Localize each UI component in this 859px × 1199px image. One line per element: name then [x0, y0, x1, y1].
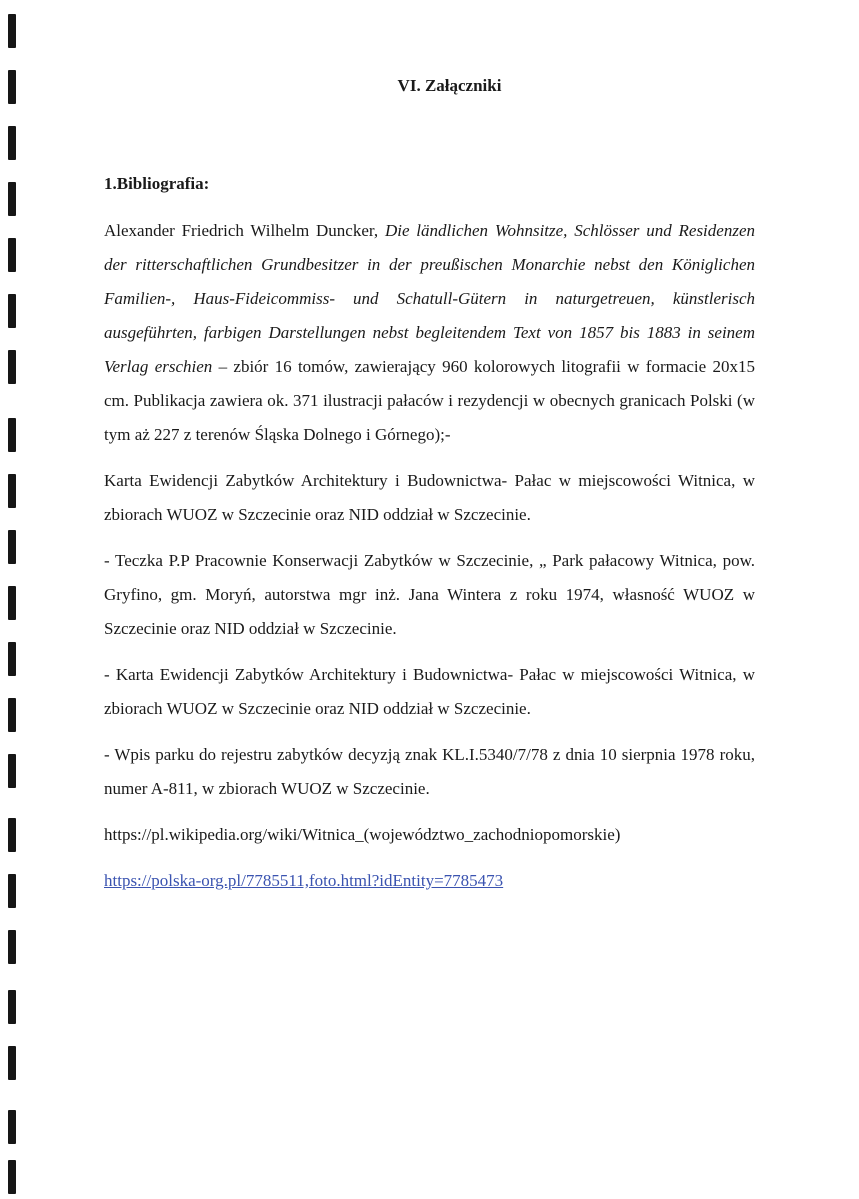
bibliography-entry: - Wpis parku do rejestru zabytków decyzją znak KL.I.5340/7/78 z dnia 10 sierpnia 1978 roku, numer A-811, w zbiorach WUOZ w Szczecinie. [104, 745, 755, 798]
binding-hole [8, 126, 16, 160]
binding-hole [8, 930, 16, 964]
binding-strip [0, 0, 40, 1199]
bibliography-list [104, 214, 755, 910]
binding-hole [8, 182, 16, 216]
binding-hole [8, 818, 16, 852]
entry-author: Alexander Friedrich Wilhelm Duncker, [104, 221, 385, 240]
binding-hole [8, 14, 16, 48]
bibliography-entry: - Karta Ewidencji Zabytków Architektury i Budownictwa- Pałac w miejscowości Witnica, w zbiorach WUOZ w Szczecinie oraz NID oddział w Szczecinie. [104, 665, 755, 718]
entry-description: – zbiór 16 tomów, zawierający 960 kolorowych litografii w formacie 20x15 cm. Publikacja zawiera ok. 371 ilustracji pałaców i rezydencji w obecnych granicach Polski (w tym aż 227 z terenów Śląska Dolnego i Górnego);- [104, 357, 756, 444]
binding-hole [8, 238, 16, 272]
wikipedia-url: https://pl.wikipedia.org/wiki/Witnica_(województwo_zachodniopomorskie) [104, 825, 621, 844]
binding-hole [8, 418, 16, 452]
binding-hole [8, 642, 16, 676]
binding-hole [8, 1046, 16, 1080]
binding-hole [8, 754, 16, 788]
binding-hole [8, 294, 16, 328]
polska-org-link[interactable]: https://polska-org.pl/7785511,foto.html?idEntity=7785473 [104, 871, 504, 890]
binding-hole [8, 1160, 16, 1194]
binding-hole [8, 586, 16, 620]
bibliography-entry: Karta Ewidencji Zabytków Architektury i Budownictwa- Pałac w miejscowości Witnica, w zbiorach WUOZ w Szczecinie oraz NID oddział w Szczecinie. [104, 471, 755, 524]
binding-hole [8, 530, 16, 564]
binding-hole [8, 990, 16, 1024]
section-heading: 1.Bibliografia: [104, 174, 210, 193]
binding-hole [8, 350, 16, 384]
page-title: VI. Załączniki [397, 76, 502, 95]
binding-hole [8, 698, 16, 732]
binding-hole [8, 474, 16, 508]
bibliography-entry: - Teczka P.P Pracownie Konserwacji Zabytków w Szczecinie, „ Park pałacowy Witnica, pow. Gryfino, gm. Moryń, autorstwa mgr inż. Jana Wintera z roku 1974, własność WUOZ w Szczecinie oraz NID oddział w Szczecinie. [104, 551, 755, 638]
entry-work-title: Die ländlichen Wohnsitze, Schlösser und Residenzen der ritterschaftlichen Grundbesitzer in der preußischen Monarchie nebst den Königlichen Familien-, Haus-Fideicommiss- und Schatull-Gütern in naturgetreuen, künstlerisch ausgeführten, farbigen Darstellungen nebst begleitendem Text von 1857 bis 1883 in seinem Verlag erschien [104, 221, 755, 376]
bibliography-entry [104, 214, 755, 452]
binding-hole [8, 874, 16, 908]
binding-hole [8, 1110, 16, 1144]
